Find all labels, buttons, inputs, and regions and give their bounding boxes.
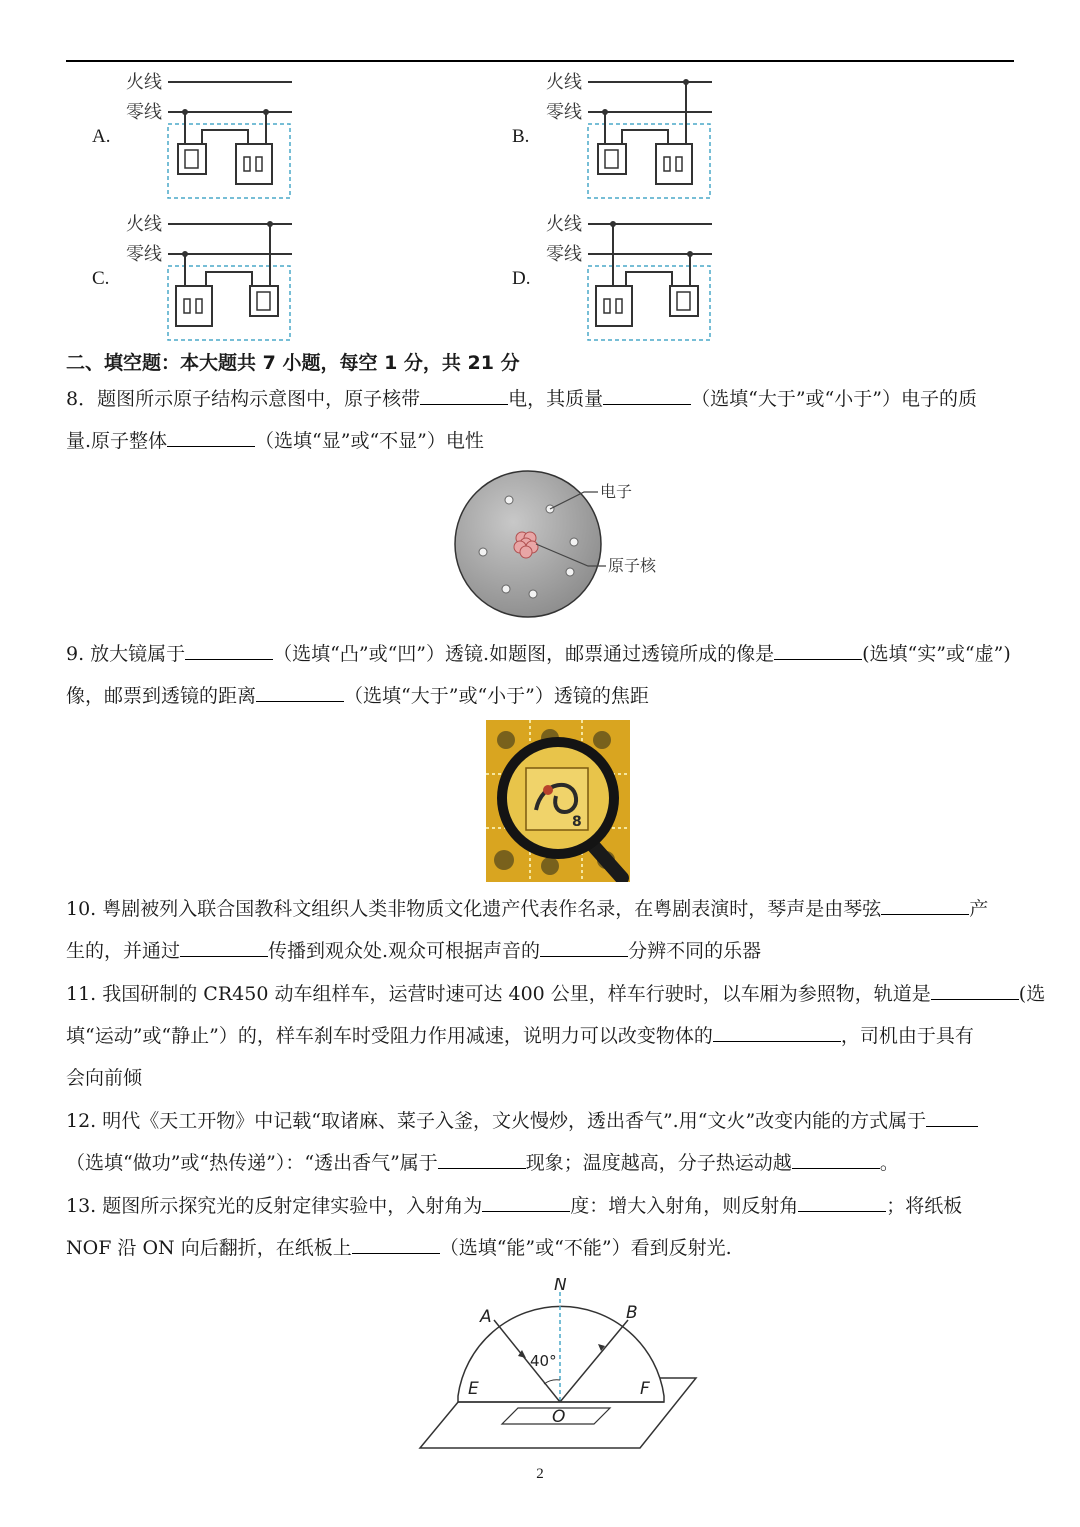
question-13-line-1: 13. 题图所示探究光的反射定律实验中，入射角为 度：增大入射角，则反射角 ；将纸板 (66, 1195, 963, 1217)
answer-blank[interactable] (603, 386, 691, 405)
question-8-line-1: 8．题图所示原子结构示意图中，原子核带 电，其质量 （选填“大于”或“小于”）电子的质 (66, 388, 977, 410)
point-o-label: O (552, 1407, 566, 1427)
question-12-line-1: 12. 明代《天工开物》中记载“取诸麻、菜子入釜，文火慢炒，透出香气”.用“文火”改变内能的方式属于 (66, 1108, 978, 1133)
answer-blank[interactable] (482, 1193, 570, 1212)
question-9-line-1: 9. 放大镜属于 （选填“凸”或“凹”）透镜.如题图，邮票通过透镜所成的像是 (选填“实”或“虚”) (66, 643, 1011, 665)
answer-blank[interactable] (540, 938, 628, 957)
answer-blank[interactable] (713, 1023, 841, 1042)
top-rule (66, 60, 1014, 62)
circuit-d-diagram (540, 210, 720, 346)
option-c-label: C. (92, 268, 110, 289)
live-wire-label: 火线 (546, 72, 582, 93)
live-wire-label: 火线 (126, 214, 162, 235)
question-11-line-3: 会向前倾 (66, 1067, 143, 1089)
answer-blank[interactable] (256, 683, 344, 702)
board-f-label: F (640, 1379, 650, 1399)
circuit-a-diagram (120, 68, 300, 204)
answer-blank[interactable] (180, 938, 268, 957)
question-13-line-2: NOF 沿 ON 向后翻折，在纸板上 （选填“能”或“不能”）看到反射光. (66, 1237, 732, 1259)
magnifier-stamp-photo (486, 720, 630, 882)
section-title: 二、填空题：本大题共 7 小题，每空 1 分，共 21 分 (66, 352, 520, 374)
point-n-label: N (554, 1278, 567, 1295)
point-b-label: B (626, 1303, 638, 1323)
answer-blank[interactable] (185, 641, 273, 660)
option-a-label: A. (92, 126, 111, 147)
answer-blank[interactable] (931, 981, 1019, 1000)
question-10-line-1: 10. 粤剧被列入联合国教科文组织人类非物质文化遗产代表作名录，在粤剧表演时，琴声是由琴弦 产 (66, 898, 989, 920)
point-a-label: A (480, 1307, 492, 1327)
live-wire-label: 火线 (546, 214, 582, 235)
question-11-line-1: 11. 我国研制的 CR450 动车组样车，运营时速可达 400 公里，样车行驶时，以车厢为参照物，轨道是 (选 (66, 983, 1046, 1005)
light-reflection-figure (414, 1278, 704, 1456)
stamp-value: 8 (572, 814, 582, 830)
answer-blank[interactable] (792, 1150, 880, 1169)
angle-label: 40° (530, 1352, 557, 1370)
answer-blank[interactable] (167, 428, 255, 447)
question-10-line-2: 生的，并通过 传播到观众处.观众可根据声音的 分辨不同的乐器 (66, 940, 762, 962)
question-9-line-2: 像，邮票到透镜的距离 （选填“大于”或“小于”）透镜的焦距 (66, 685, 649, 707)
neutral-wire-label: 零线 (126, 244, 162, 265)
answer-blank[interactable] (774, 641, 862, 660)
electron-label: 电子 (600, 482, 633, 501)
question-8-line-2: 量.原子整体 （选填“显”或“不显”）电性 (66, 430, 484, 452)
answer-blank[interactable] (881, 896, 969, 915)
live-wire-label: 火线 (126, 72, 162, 93)
circuit-b-diagram (540, 68, 720, 204)
neutral-wire-label: 零线 (546, 244, 582, 265)
answer-blank[interactable] (926, 1108, 978, 1127)
answer-blank[interactable] (438, 1150, 526, 1169)
answer-blank[interactable] (420, 386, 508, 405)
atom-structure-figure (446, 470, 686, 620)
page-number: 2 (536, 1466, 544, 1482)
nucleus-label: 原子核 (608, 556, 657, 575)
question-12-line-2: （选填“做功”或“热传递”）：“透出香气”属于 现象；温度越高，分子热运动越 。 (66, 1152, 899, 1174)
answer-blank[interactable] (352, 1235, 440, 1254)
circuit-c-diagram (120, 210, 300, 346)
option-b-label: B. (512, 126, 530, 147)
question-11-line-2: 填“运动”或“静止”）的，样车刹车时受阻力作用减速，说明力可以改变物体的 ，司机由于具有 (66, 1025, 974, 1047)
neutral-wire-label: 零线 (546, 102, 582, 123)
neutral-wire-label: 零线 (126, 102, 162, 123)
answer-blank[interactable] (798, 1193, 886, 1212)
board-e-label: E (468, 1379, 479, 1399)
option-d-label: D. (512, 268, 531, 289)
